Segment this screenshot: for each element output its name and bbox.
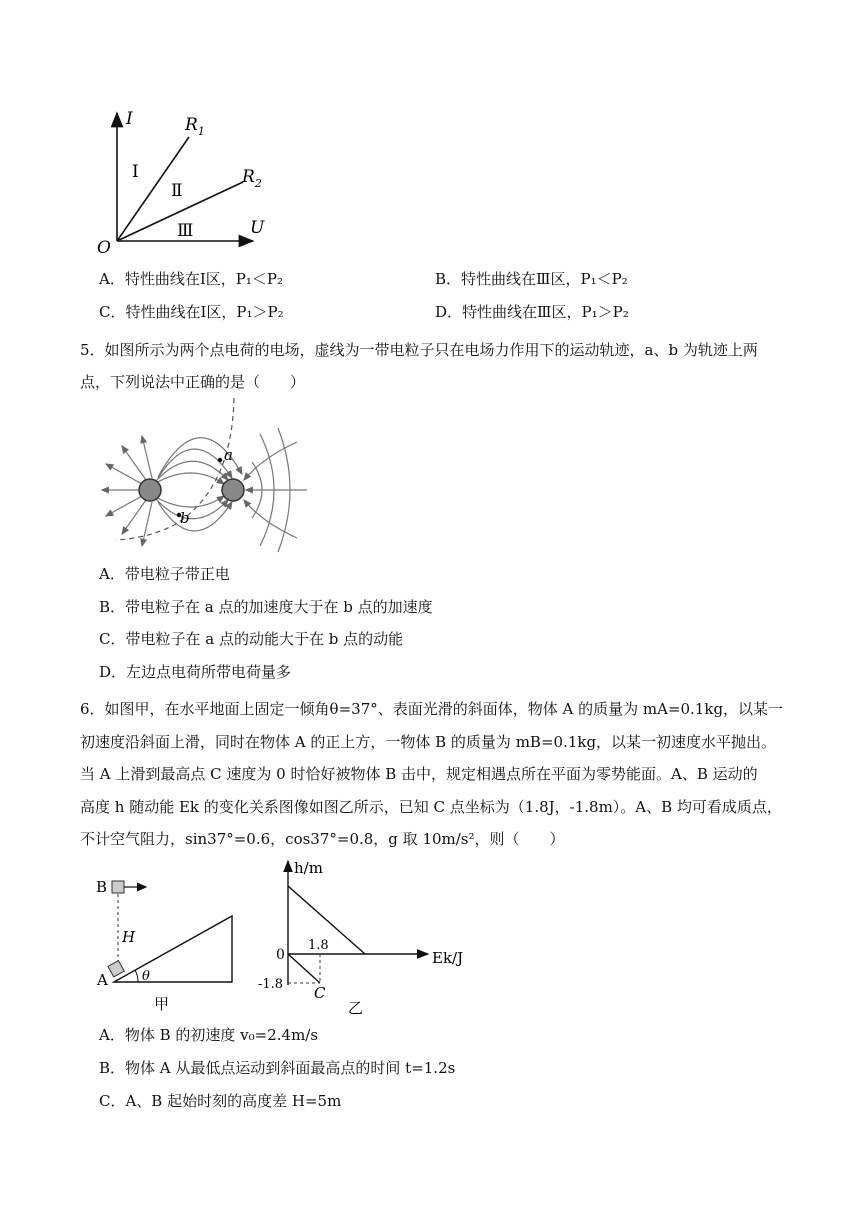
block-b (112, 881, 124, 893)
q6-stem-line-5: 不计空气阻力，sin37°=0.6，cos37°=0.8，g 取 10m/s²，则（ ） (80, 830, 565, 848)
ek-axis-label: Ek/J (432, 949, 464, 967)
q4-option-a[interactable]: A．特性曲线在Ⅰ区，P₁＜P₂ (99, 270, 283, 288)
q5-stem-line-2: 点，下列说法中正确的是（ ） (80, 373, 306, 391)
q5-stem-line-1: 5．如图所示为两个点电荷的电场，虚线为一带电粒子只在电场力作用下的运动轨迹，a、b 为轨迹上两 (80, 341, 758, 359)
iu-characteristic-figure (95, 105, 280, 255)
incline-figure (92, 870, 252, 1020)
h-ek-graph (250, 855, 480, 1020)
tick-1-8: 1.8 (308, 938, 329, 953)
u-axis-label: U (250, 218, 265, 238)
region-3-label: Ⅲ (177, 221, 194, 241)
point-a-label: a (224, 446, 233, 464)
point-b-label: b (180, 509, 190, 527)
q5-option-d[interactable]: D．左边点电荷所带电荷量多 (99, 663, 292, 681)
origin-label: O (97, 238, 111, 255)
q5-option-b[interactable]: B．带电粒子在 a 点的加速度大于在 b 点的加速度 (99, 598, 433, 616)
q6-stem-line-4: 高度 h 随动能 Ek 的变化关系图像如图乙所示，已知 C 点坐标为（1.8J，-1.8m）。A、B 均可看成质点， (80, 798, 782, 816)
origin-zero: 0 (276, 947, 285, 963)
q4-option-c[interactable]: C．特性曲线在Ⅰ区，P₁＞P₂ (99, 303, 284, 321)
q5-option-a[interactable]: A．带电粒子带正电 (99, 565, 230, 583)
i-axis-label: I (126, 109, 133, 129)
q5-option-c[interactable]: C．带电粒子在 a 点的动能大于在 b 点的动能 (99, 630, 404, 648)
region-1-label: Ⅰ (132, 162, 139, 182)
q4-option-d[interactable]: D．特性曲线在Ⅲ区，P₁＞P₂ (435, 303, 629, 321)
caption-jia: 甲 (154, 995, 170, 1013)
incline-body (114, 916, 232, 982)
q6-option-a[interactable]: A．物体 B 的初速度 v₀=2.4m/s (99, 1026, 319, 1044)
point-a-dot (218, 458, 222, 462)
point-c-label: C (314, 984, 326, 1002)
label-b: B (96, 878, 108, 896)
left-charge (139, 479, 161, 501)
block-a (108, 961, 124, 977)
q6-stem-line-3: 当 A 上滑到最高点 C 速度为 0 时恰好被物体 B 击中，规定相遇点所在平面为零势能面。A、B 运动的 (80, 765, 758, 783)
h-axis-label: h/m (294, 859, 323, 877)
right-charge (222, 479, 244, 501)
theta-arc (135, 970, 138, 982)
q4-option-b[interactable]: B．特性曲线在Ⅲ区，P₁＜P₂ (435, 270, 628, 288)
q6-stem-line-2: 初速度沿斜面上滑，同时在物体 A 的正上方，一物体 B 的质量为 mB=0.1kg，以某一初速度水平抛出。 (80, 733, 777, 751)
label-theta: θ (142, 969, 150, 984)
electric-field-figure (92, 398, 307, 558)
q6-option-b[interactable]: B．物体 A 从最低点运动到斜面最高点的时间 t=1.2s (99, 1059, 456, 1077)
label-a: A (97, 971, 108, 989)
label-h: H (122, 928, 136, 946)
q6-option-c[interactable]: C．A、B 起始时刻的高度差 H=5m (99, 1092, 342, 1110)
caption-yi: 乙 (348, 999, 364, 1017)
tick-neg-1-8: -1.8 (258, 977, 284, 992)
region-2-label: Ⅱ (171, 181, 183, 201)
line-a (288, 954, 320, 983)
r2-label: $R_2$ (242, 167, 262, 190)
r1-label: $R_1$ (185, 115, 205, 138)
q6-stem-line-1: 6．如图甲，在水平地面上固定一倾角θ=37°、表面光滑的斜面体，物体 A 的质量为 mA=0.1kg，以某一 (80, 700, 784, 718)
